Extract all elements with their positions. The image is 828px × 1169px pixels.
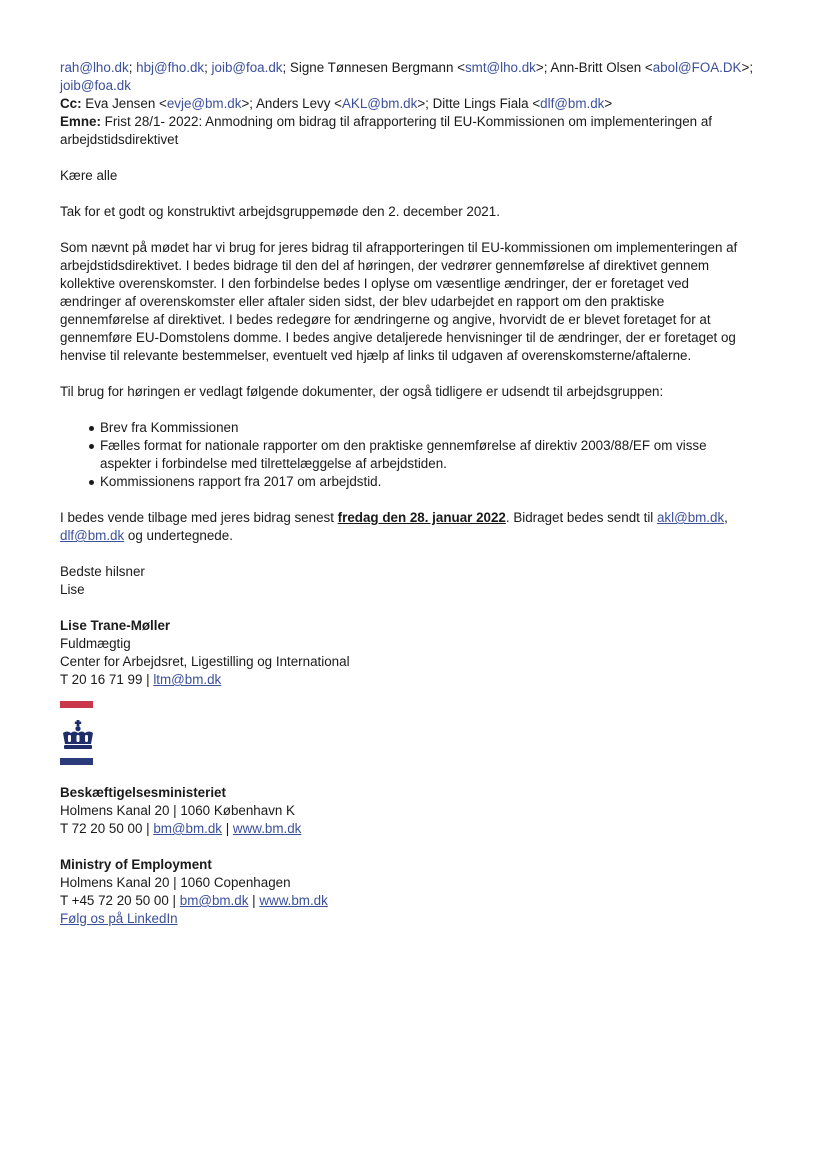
separator-text: ; — [204, 60, 212, 75]
paragraph-line: Som nævnt på mødet har vi brug for jeres bidrag til afrapporteringen til EU-kommissionen om implementeringen af — [60, 240, 738, 255]
deadline-text: , — [724, 510, 728, 525]
list-item: Brev fra Kommissionen — [90, 419, 760, 437]
spacer — [60, 185, 760, 203]
deadline-text: . Bidraget bedes sendt til — [505, 510, 657, 525]
ministry-en-web-link[interactable]: www.bm.dk — [259, 893, 328, 908]
paragraph-thanks: Tak for et godt og konstruktivt arbejdsgruppemøde den 2. december 2021. — [60, 204, 500, 219]
subject-line — [60, 113, 760, 131]
cc-name-text: Eva Jensen < — [81, 96, 167, 111]
closing: Bedste hilsner — [60, 564, 145, 579]
ministry-dk-address: Holmens Kanal 20 | 1060 København K — [60, 803, 295, 818]
list-item-text: Fælles format for nationale rapporter om den praktiske gennemførelse af direktiv 2003/88/EF om visse — [100, 438, 707, 453]
paragraph-request — [60, 239, 760, 365]
signature-department: Center for Arbejdsret, Ligestilling og International — [60, 654, 350, 669]
paragraph-line: ændringer af overenskomster eller aftaler siden sidst, der blev udarbejdet en rapport om den praktiske — [60, 294, 665, 309]
spacer — [60, 545, 760, 563]
ministry-dk-email-link[interactable]: bm@bm.dk — [153, 821, 222, 836]
subject-text: Frist 28/1- 2022: Anmodning om bidrag til afrapportering til EU-Kommissionen om implementeringen af — [100, 114, 712, 129]
cc-email-link[interactable]: AKL@bm.dk — [341, 96, 418, 111]
linkedin-link[interactable]: Følg os på LinkedIn — [60, 911, 178, 926]
paragraph-deadline — [60, 509, 760, 527]
cc-line — [60, 95, 760, 113]
ministry-dk-web-link[interactable]: www.bm.dk — [232, 821, 302, 836]
recipient-email-link[interactable]: smt@lho.dk — [464, 60, 536, 75]
deadline-date: fredag den 28. januar 2022 — [337, 510, 506, 525]
linkedin-line — [60, 910, 760, 928]
greeting: Kære alle — [60, 168, 118, 183]
flag-blue-bar — [60, 758, 93, 765]
spacer — [60, 221, 760, 239]
ministry-en-name: Ministry of Employment — [60, 857, 212, 872]
email-content — [60, 59, 760, 928]
list-item-text-cont: aspekter i forbindelse med tilrettelæggelse af arbejdstiden. — [100, 456, 447, 471]
crown-logo-icon — [60, 720, 96, 750]
recipient-name-text: ; Signe Tønnesen Bergmann < — [282, 60, 465, 75]
separator-text: ; — [128, 60, 137, 75]
subject-label: Emne: — [60, 114, 101, 129]
ministry-en-address: Holmens Kanal 20 | 1060 Copenhagen — [60, 875, 291, 890]
signature-name: Lise Trane-Møller — [60, 618, 171, 633]
paragraph-attachments: Til brug for høringen er vedlagt følgende dokumenter, der også tidligere er udsendt til arbejdsgruppen: — [60, 384, 664, 399]
closing-name: Lise — [60, 582, 85, 597]
paragraph-line: gennemførelse af direktivet. I bedes redegøre for ændringerne og angive, hvorvidt de er blevet foretaget for at — [60, 312, 711, 327]
ministry-dk-name: Beskæftigelsesministeriet — [60, 785, 226, 800]
email-link-dlf[interactable]: dlf@bm.dk — [60, 528, 125, 543]
list-item: Kommissionens rapport fra 2017 om arbejdstid. — [90, 473, 760, 491]
spacer — [60, 599, 760, 617]
cc-email-link[interactable]: dlf@bm.dk — [540, 96, 605, 111]
spacer — [60, 491, 760, 509]
separator-text: | — [222, 821, 233, 836]
paragraph-line: henvise til relevante bestemmelser, eventuelt ved hjælp af links til udgaven af overenskomsterne/aftalerne. — [60, 348, 692, 363]
spacer — [60, 365, 760, 383]
subject-line-2: arbejdstidsdirektivet — [60, 132, 179, 147]
ministry-en-contact — [60, 892, 760, 910]
recipient-email-link[interactable]: rah@lho.dk — [60, 60, 129, 75]
ministry-dk-contact — [60, 820, 760, 838]
to-line-1 — [60, 59, 760, 77]
paragraph-line: kollektive overenskomster. I den forbindelse bedes I oplyse om væsentlige ændringer, der er foretaget ved — [60, 276, 689, 291]
cc-name-text: >; Anders Levy < — [241, 96, 342, 111]
cc-name-text: >; Ditte Lings Fiala < — [417, 96, 541, 111]
ministry-en-phone: T +45 72 20 50 00 | — [60, 893, 180, 908]
separator-text: >; — [741, 60, 754, 75]
flag-red-bar — [60, 701, 93, 708]
to-line-2 — [60, 77, 760, 95]
cc-label: Cc: — [60, 96, 82, 111]
recipient-email-link[interactable]: abol@FOA.DK — [652, 60, 742, 75]
ministry-en-email-link[interactable]: bm@bm.dk — [179, 893, 249, 908]
cc-name-text: > — [604, 96, 613, 111]
ministry-dk-phone: T 72 20 50 00 | — [60, 821, 154, 836]
recipient-email-link[interactable]: joib@foa.dk — [60, 78, 131, 93]
recipient-email-link[interactable]: hbj@fho.dk — [136, 60, 205, 75]
spacer — [60, 401, 760, 419]
separator-text: | — [248, 893, 260, 908]
signature-title: Fuldmægtig — [60, 636, 131, 651]
spacer — [60, 689, 760, 701]
spacer — [60, 149, 760, 167]
signature-contact — [60, 671, 760, 689]
paragraph-line: arbejdstidsdirektivet. I bedes bidrage til den del af høringen, der vedrører gennemførelse af direktivet gennem — [60, 258, 710, 273]
recipient-name-text: >; Ann-Britt Olsen < — [535, 60, 653, 75]
spacer — [60, 838, 760, 856]
deadline-text: I bedes vende tilbage med jeres bidrag senest — [60, 510, 338, 525]
recipient-email-link[interactable]: joib@foa.dk — [211, 60, 283, 75]
signature-phone: T 20 16 71 99 | — [60, 672, 154, 687]
paragraph-line: gennemføre EU-Domstolens domme. I bedes angive detaljerede henvisninger til de ændringer, der er foretaget og — [60, 330, 736, 345]
cc-email-link[interactable]: evje@bm.dk — [166, 96, 242, 111]
signature-email-link[interactable]: ltm@bm.dk — [153, 672, 222, 687]
attachment-list — [60, 419, 760, 491]
paragraph-deadline-2 — [60, 527, 760, 545]
list-item — [90, 437, 760, 473]
deadline-text: og undertegnede. — [124, 528, 233, 543]
spacer — [60, 765, 760, 784]
email-link-akl[interactable]: akl@bm.dk — [656, 510, 725, 525]
